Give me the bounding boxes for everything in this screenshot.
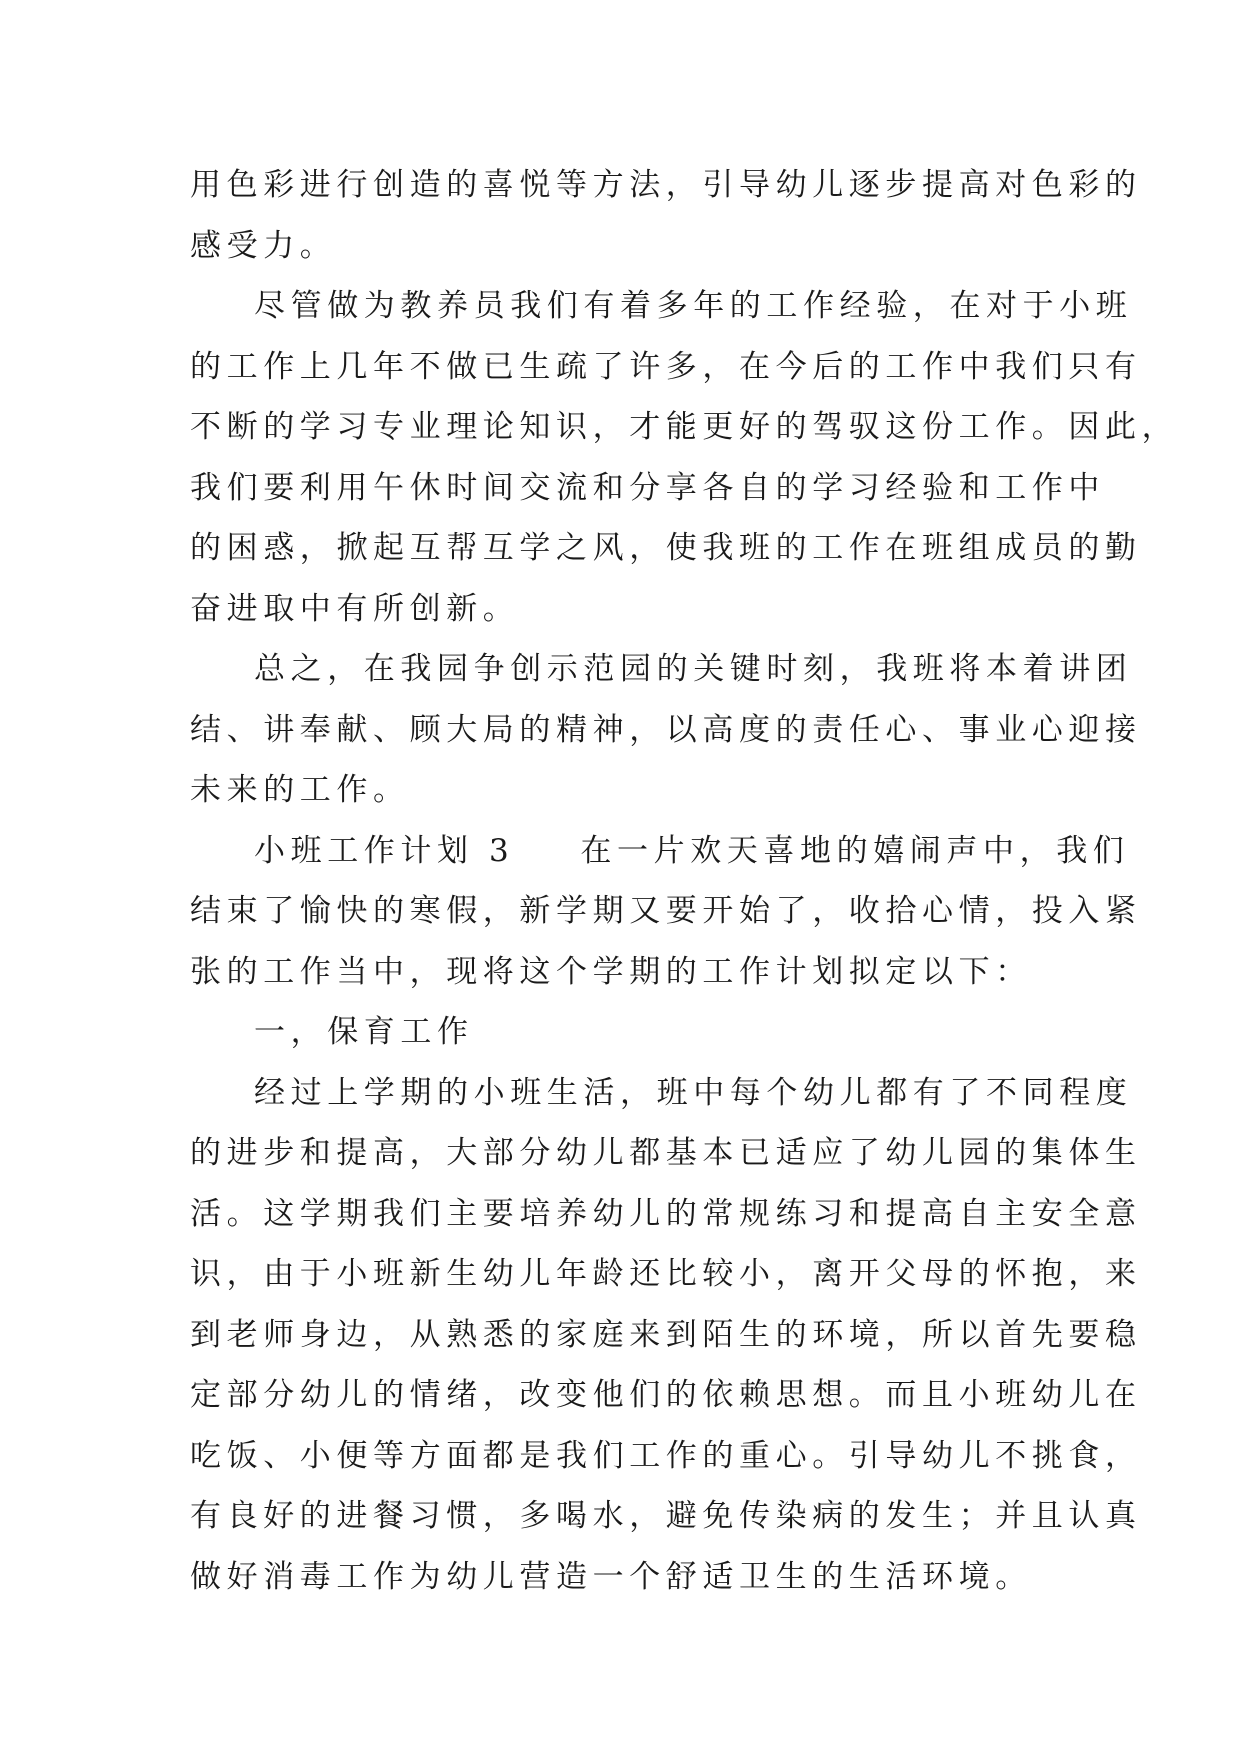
text-line: 奋进取中有所创新。 <box>190 590 520 627</box>
text-line: 有良好的进餐习惯，多喝水，避免传染病的发生；并且认真 <box>190 1498 1142 1534</box>
text-line: 定部分幼儿的情绪，改变他们的依赖思想。而且小班幼儿在 <box>190 1377 1142 1413</box>
text-line: 感受力。 <box>190 227 337 264</box>
text-line: 张的工作当中，现将这个学期的工作计划拟定以下： <box>190 953 1032 990</box>
paragraph-start-line: 经过上学期的小班生活，班中每个幼儿都有了不同程度 <box>254 1074 1133 1111</box>
text-line: 我们要利用午休时间交流和分享各自的学习经验和工作中 <box>190 469 1105 506</box>
text-line: 活。这学期我们主要培养幼儿的常规练习和提高自主安全意 <box>190 1195 1142 1232</box>
text-line: 用色彩进行创造的喜悦等方法，引导幼儿逐步提高对色彩的 <box>190 167 1142 203</box>
text-line: 的进步和提高，大部分幼儿都基本已适应了幼儿园的集体生 <box>190 1135 1142 1171</box>
paragraph-start-line: 总之，在我园争创示范园的关键时刻，我班将本着讲团 <box>254 651 1133 687</box>
text-line: 结束了愉快的寒假，新学期又要开始了，收拾心情，投入紧 <box>190 893 1142 929</box>
text-line: 到老师身边，从熟悉的家庭来到陌生的环境，所以首先要稳 <box>190 1316 1142 1353</box>
text-line: 识，由于小班新生幼儿年龄还比较小，离开父母的怀抱，来 <box>190 1256 1142 1292</box>
document-body <box>190 155 1179 1607</box>
text-line: 不断的学习专业理论知识，才能更好的驾驭这份工作。因此， <box>190 409 1179 445</box>
text-line: 吃饭、小便等方面都是我们工作的重心。引导幼儿不挑食， <box>190 1437 1142 1474</box>
section-title: 小班工作计划 3 <box>254 832 515 869</box>
paragraph-start-line: 尽管做为教养员我们有着多年的工作经验，在对于小班 <box>254 288 1133 324</box>
subsection-heading: 一，保育工作 <box>254 1014 474 1050</box>
section-intro-text: 在一片欢天喜地的嬉闹声中，我们 <box>580 832 1130 869</box>
section-heading-line <box>190 821 1130 882</box>
text-line: 结、讲奉献、顾大局的精神，以高度的责任心、事业心迎接 <box>190 711 1142 748</box>
text-line: 的困惑，掀起互帮互学之风，使我班的工作在班组成员的勤 <box>190 530 1142 566</box>
text-line: 做好消毒工作为幼儿营造一个舒适卫生的生活环境。 <box>190 1558 1032 1595</box>
text-line: 的工作上几年不做已生疏了许多，在今后的工作中我们只有 <box>190 348 1142 385</box>
text-line: 未来的工作。 <box>190 772 410 808</box>
